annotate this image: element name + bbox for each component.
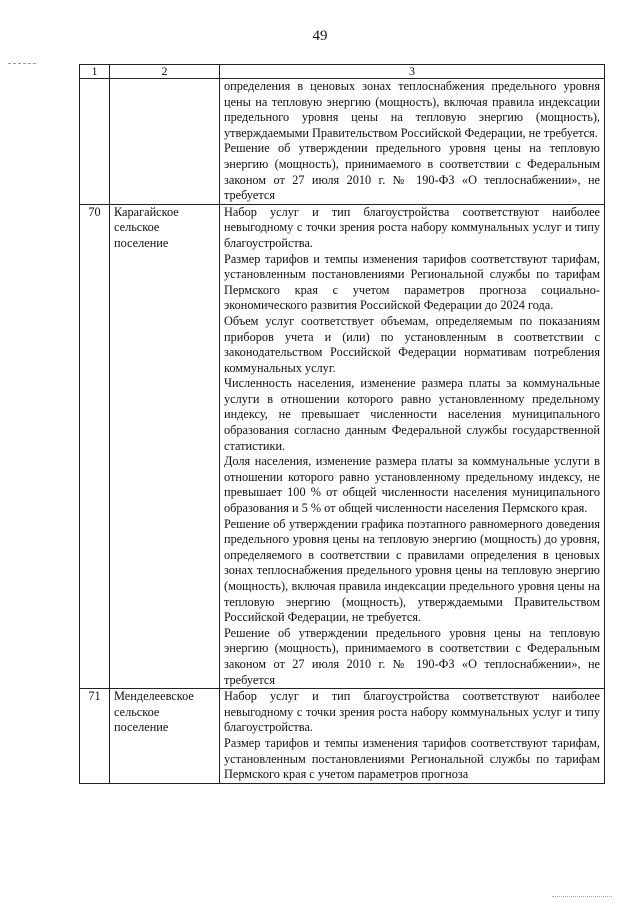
row-number-cell: 70 — [80, 204, 110, 688]
table-row-71 — [80, 689, 605, 784]
row-text-cell — [220, 204, 605, 688]
paragraph: Объем услуг соответствует объемам, определяемым по показаниям приборов учета и (или) по установленным в соответствии с законодательством Российской Федерации нормативам потребления коммунальных услуг. — [224, 313, 600, 375]
paragraph: Набор услуг и тип благоустройства соответствуют наиболее невыгодному с точки зрения роста набору коммунальных услуг и типу благоустройства. — [224, 204, 600, 250]
paragraph: Решение об утверждении предельного уровня цены на тепловую энергию (мощность), принимаемого в соответствии с Федеральным законом от 27 июля 2010 г. № 190-ФЗ «О теплоснабжении», не требуется — [224, 625, 600, 687]
column-header-number: 1 — [80, 65, 110, 79]
scan-artifact-dots — [552, 896, 612, 898]
table-row-continuation — [80, 79, 605, 205]
table-header-row — [80, 65, 605, 79]
document-table — [79, 64, 605, 784]
row-text-cell — [220, 79, 605, 205]
paragraph: Решение об утверждении предельного уровня цены на тепловую энергию (мощность), принимаемого в соответствии с Федеральным законом от 27 июля 2010 г. № 190-ФЗ «О теплоснабжении», не требуется — [224, 141, 600, 203]
column-header-text: 3 — [220, 65, 605, 79]
paragraph: Размер тарифов и темпы изменения тарифов соответствуют тарифам, установленным постановлениями Региональной службы по тарифам Пермского края с учетом параметров прогноза — [224, 735, 600, 782]
table-row-70 — [80, 204, 605, 688]
row-number-cell — [80, 79, 110, 205]
paragraph: Численность населения, изменение размера платы за коммунальные услуги в отношении которого равно установленному предельному индексу, не превышает численности населения муниципального образования согласно данным Федеральной службы государственной статистики. — [224, 376, 600, 453]
paragraph: Набор услуг и тип благоустройства соответствуют наиболее невыгодному с точки зрения роста набору коммунальных услуг и типу благоустройства. — [224, 689, 600, 735]
page-bottom-edge — [0, 898, 640, 905]
paragraph: определения в ценовых зонах теплоснабжения предельного уровня цены на тепловую энергию (мощность), включая правила индексации предельного уровня цены на тепловую энергию (мощность), утверждаемыми Правительством Российской Федерации, не требуется. — [224, 79, 600, 140]
paragraph: Решение об утверждении графика поэтапного равномерного доведения предельного уровня цены на тепловую энергию (мощность) до уровня, определяемого в соответствии с правилами определения в ценовых зонах теплоснабжения предельного уровня цены на тепловую энергию (мощность), включая правила индексации предельного уровня цены на тепловую энергию (мощность), утверждаемыми Правительством Российской Федерации, не требуется. — [224, 516, 600, 625]
row-name-cell — [110, 79, 220, 205]
row-name-cell: Менделеевское сельское поселение — [110, 689, 220, 784]
scan-artifact-line — [8, 63, 36, 65]
row-name-cell: Карагайское сельское поселение — [110, 204, 220, 688]
column-header-name: 2 — [110, 65, 220, 79]
paragraph: Размер тарифов и темпы изменения тарифов соответствуют тарифам, установленным постановлениями Региональной службы по тарифам Пермского края с учетом параметров прогноза социально-экономического развития Российской Федерации до 2024 года. — [224, 251, 600, 313]
row-text-cell — [220, 689, 605, 784]
paragraph: Доля населения, изменение размера платы за коммунальные услуги в отношении которого равно установленному предельному индексу, не превышает 100 % от общей численности населения муниципального образования и 5 % от общей численности населения Пермского края. — [224, 454, 600, 516]
row-number-cell: 71 — [80, 689, 110, 784]
page-number: 49 — [312, 28, 328, 44]
